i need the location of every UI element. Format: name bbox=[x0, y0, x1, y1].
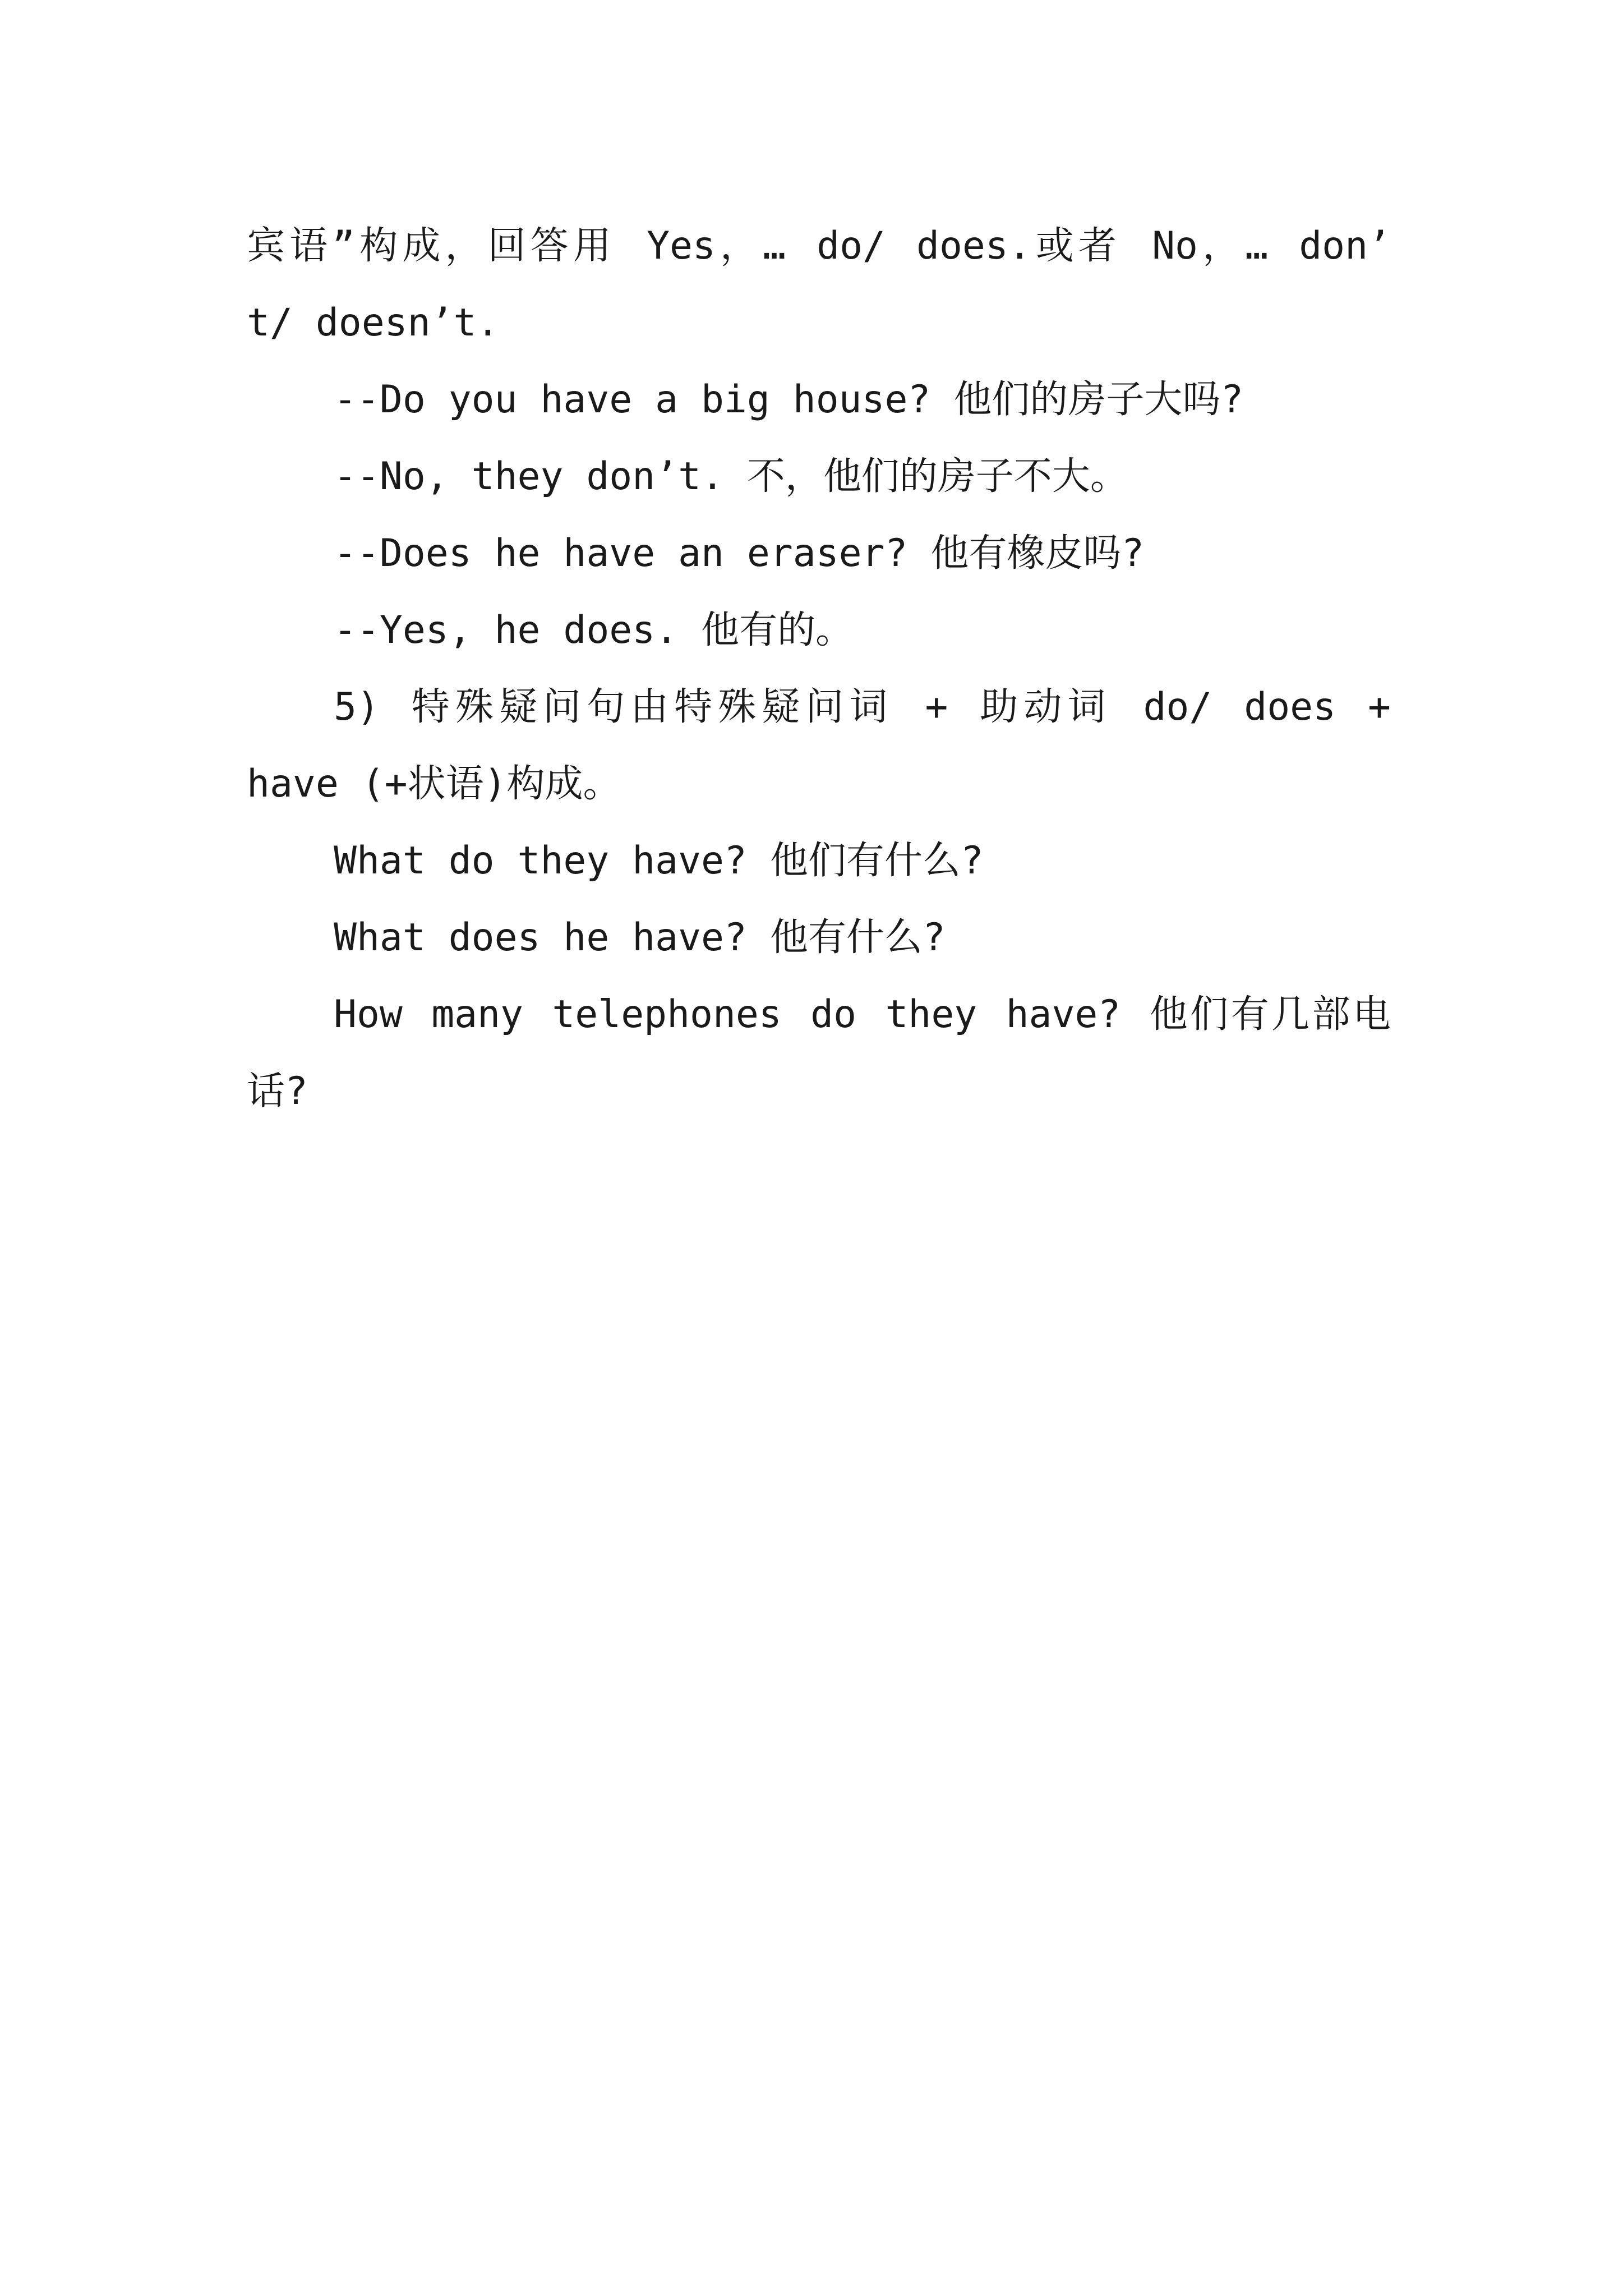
rule-heading-line: 5) 特殊疑问句由特殊疑问词 + 助动词 do/ does + bbox=[334, 685, 1391, 729]
document-body bbox=[247, 208, 1391, 1130]
paragraph-line: 宾语”构成，回答用 Yes，… do/ does.或者 No，… don’ bbox=[247, 224, 1391, 268]
paragraph-line: t/ doesn’t. bbox=[247, 301, 500, 345]
example-line: --Do you have a big house? 他们的房子大吗? bbox=[334, 378, 1244, 422]
paragraph-line: have (+状语)构成。 bbox=[247, 762, 621, 806]
example-line: How many telephones do they have? 他们有几部电 bbox=[334, 992, 1391, 1037]
example-line: --Yes, he does. 他有的。 bbox=[334, 608, 854, 652]
example-line: --Does he have an eraser? 他有橡皮吗? bbox=[334, 531, 1145, 576]
example-line: --No, they don’t. 不，他们的房子不大。 bbox=[334, 454, 1128, 499]
paragraph-line: 话? bbox=[247, 1069, 308, 1114]
example-line: What does he have? 他有什么? bbox=[334, 915, 946, 960]
example-line: What do they have? 他们有什么? bbox=[334, 839, 984, 883]
